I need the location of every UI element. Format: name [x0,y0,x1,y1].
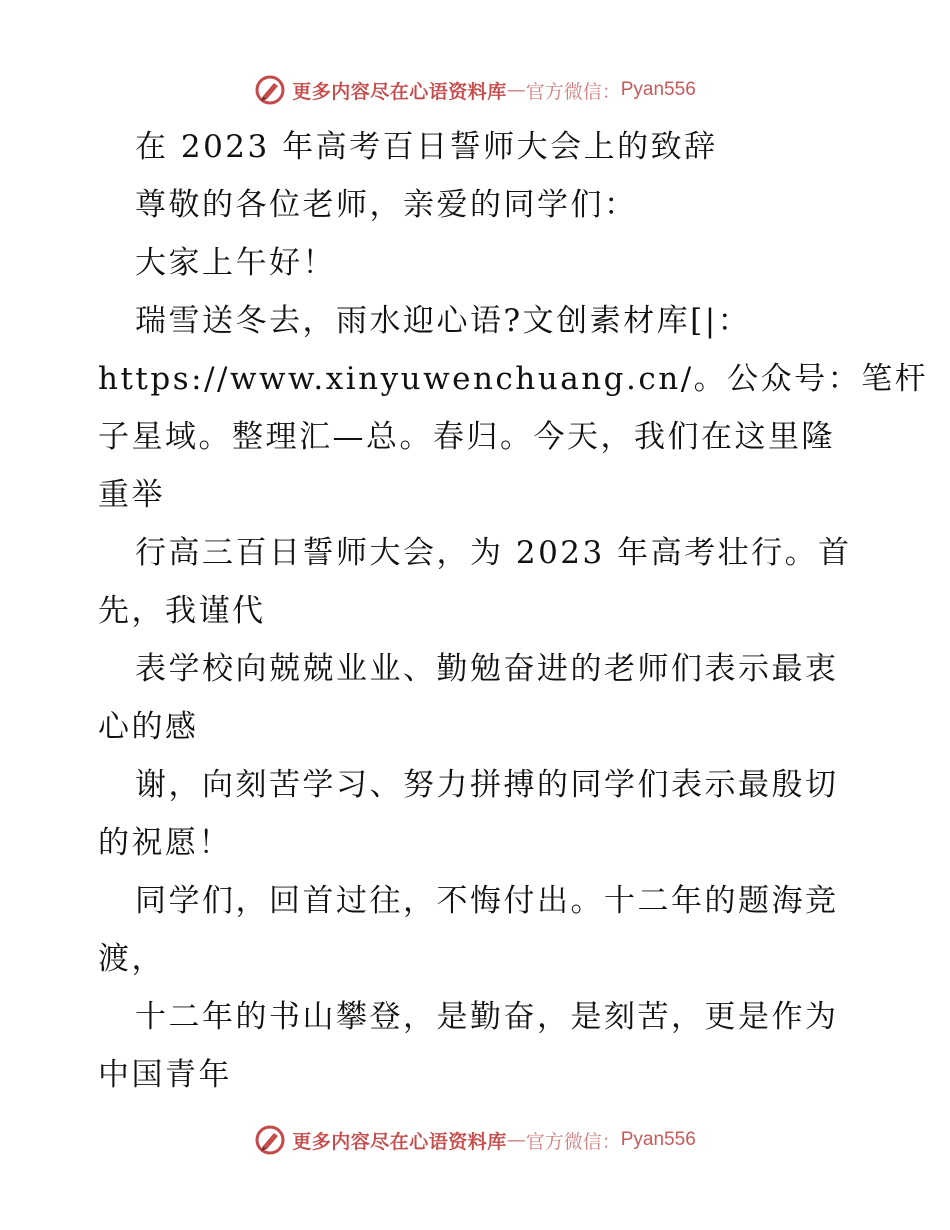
banner-wechat-id: Pyan556 [620,1129,696,1150]
pen-circle-icon [254,74,286,106]
footer-banner [0,1120,950,1160]
text-line: 行高三百日誓师大会，为 2023 年高考壮行。首 [135,535,852,571]
banner-separator: — [506,1129,526,1151]
banner-wechat-id: Pyan556 [620,79,696,100]
text-line: 中国青年 [98,1057,232,1093]
text-line: 瑞雪送冬去，雨水迎心语?文创素材库[|： [135,303,752,339]
text-line: 渡， [98,941,165,977]
text-line: 重举 [98,477,165,513]
speech-greeting: 大家上午好！ [135,245,336,281]
text-line: 同学们，回首过往，不悔付出。十二年的题海竞 [135,883,839,919]
speech-title: 在 2023 年高考百日誓师大会上的致辞 [135,129,718,165]
speech-text [98,118,929,1104]
text-line: https://www.xinyuwenchuang.cn/。公众号：笔杆 [98,361,929,397]
banner-title: 更多内容尽在心语资料库 [292,1130,507,1153]
text-line: 子星域。整理汇—总。春归。今天，我们在这里隆 [98,419,835,455]
pen-circle-icon [254,1124,286,1156]
text-line: 表学校向兢兢业业、勤勉奋进的老师们表示最衷 [135,651,839,687]
banner-title: 更多内容尽在心语资料库 [292,80,507,103]
banner-wechat-label: 官方微信： [525,80,621,103]
text-line: 的祝愿！ [98,825,232,861]
text-line: 谢，向刻苦学习、努力拼搏的同学们表示最殷切 [135,767,839,803]
banner-wechat-label: 官方微信： [525,1130,621,1153]
banner-separator: — [506,79,526,101]
header-banner [0,70,950,110]
text-line: 心的感 [98,709,199,745]
speech-salutation: 尊敬的各位老师，亲爱的同学们： [135,187,638,223]
text-line: 十二年的书山攀登，是勤奋，是刻苦，更是作为 [135,999,839,1035]
text-line: 先，我谨代 [98,593,266,629]
